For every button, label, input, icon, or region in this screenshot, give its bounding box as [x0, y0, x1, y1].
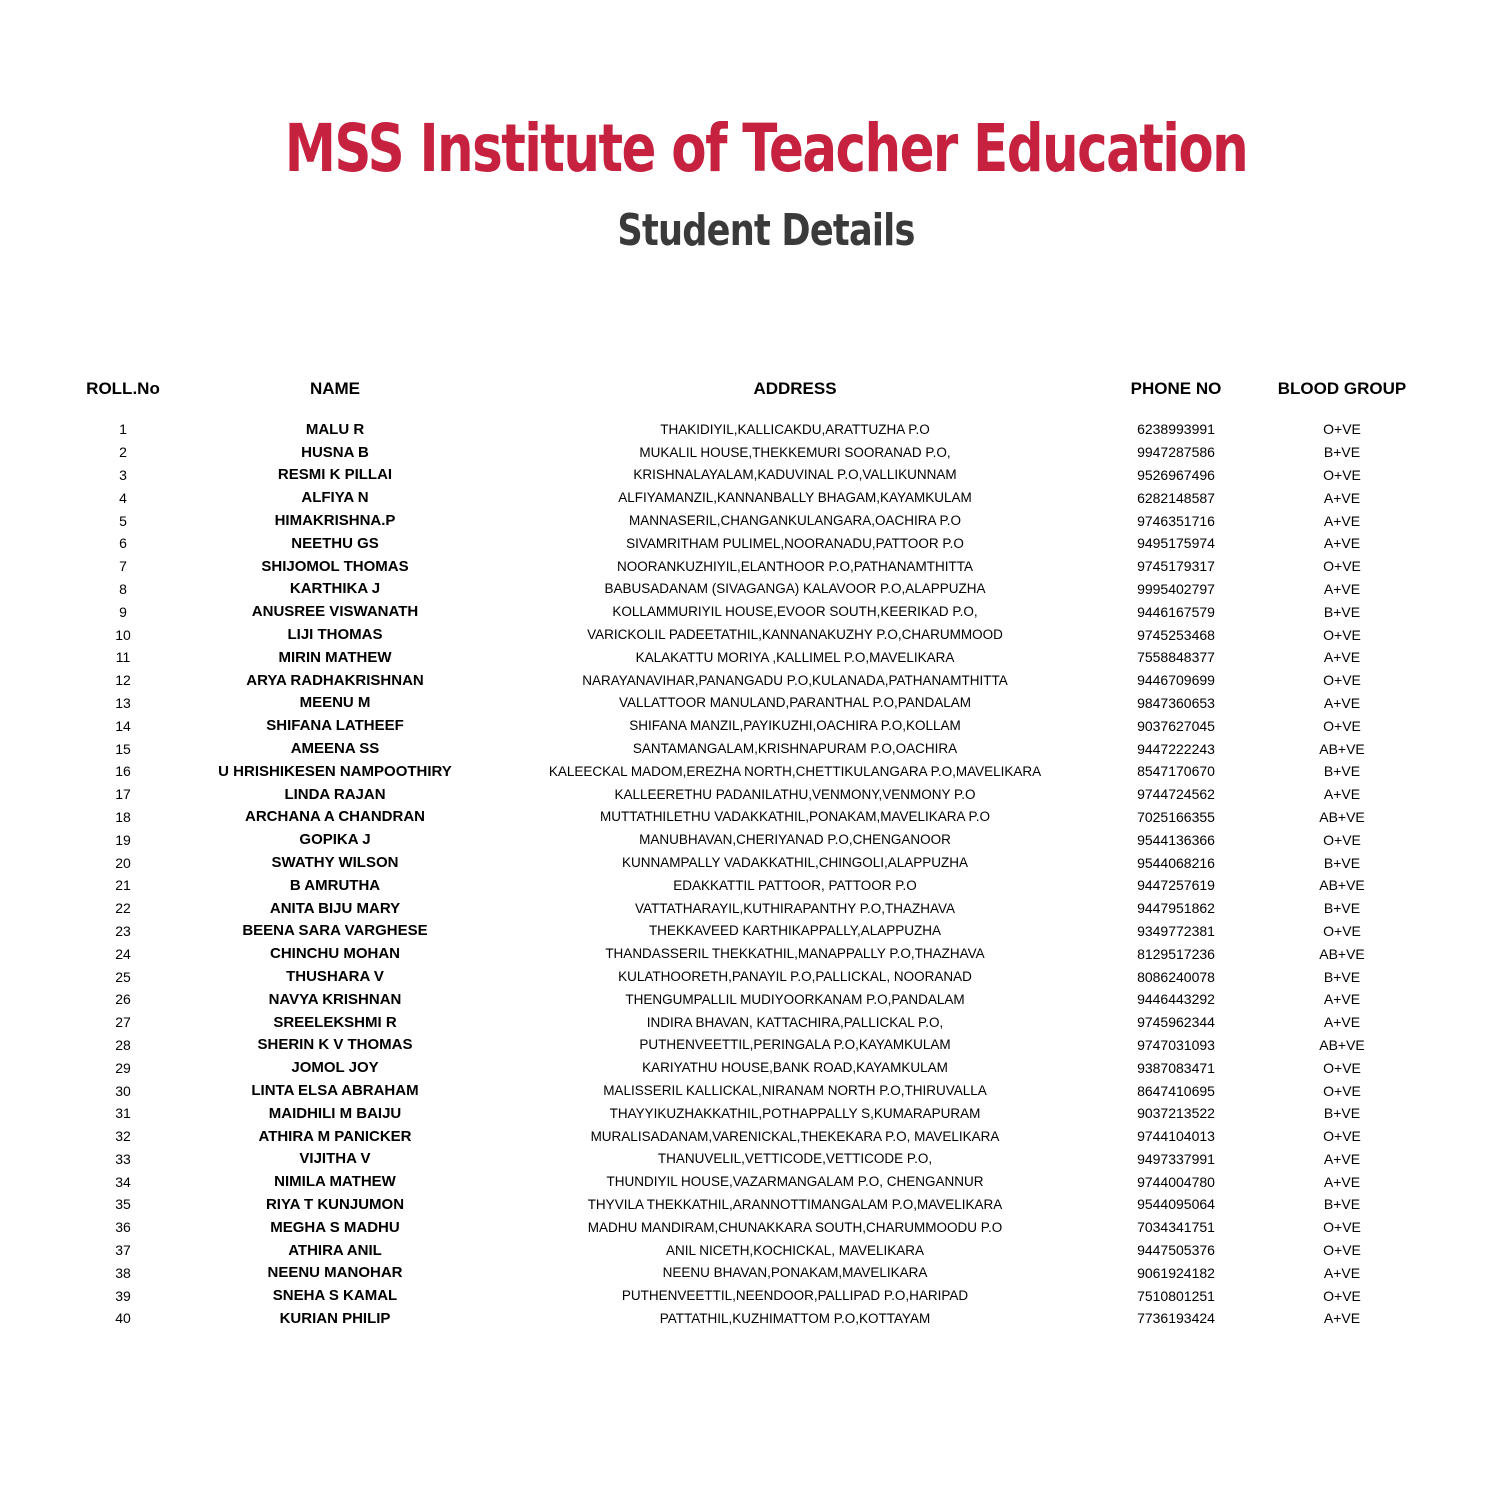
table-row — [80, 600, 1418, 623]
address-cell: MANNASERIL,CHANGANKULANGARA,OACHIRA P.O — [628, 513, 962, 529]
blood-group-cell: B+VE — [1323, 900, 1361, 917]
table-row — [80, 486, 1418, 509]
name-cell: B AMRUTHA — [289, 876, 381, 894]
phone-cell: 7034341751 — [1137, 1219, 1215, 1236]
blood-group-cell: O+VE — [1323, 421, 1361, 438]
blood-group-cell: A+VE — [1323, 1014, 1361, 1031]
table-body — [80, 418, 1418, 1330]
phone-cell: 9947287586 — [1137, 444, 1215, 461]
phone-cell: 9349772381 — [1137, 922, 1215, 939]
table-row — [80, 1284, 1418, 1307]
name-cell: NEENU MANOHAR — [267, 1264, 403, 1282]
blood-group-cell: B+VE — [1323, 1105, 1361, 1122]
blood-group-cell: A+VE — [1323, 786, 1361, 803]
address-cell: SIVAMRITHAM PULIMEL,NOORANADU,PATTOOR P.O — [626, 535, 964, 551]
table-row — [80, 1125, 1418, 1148]
blood-group-cell: O+VE — [1323, 1242, 1361, 1259]
name-cell: NEETHU GS — [291, 534, 379, 552]
phone-cell: 9446709699 — [1137, 672, 1215, 689]
name-cell: BEENA SARA VARGHESE — [242, 922, 428, 940]
phone-cell: 9447951862 — [1137, 900, 1215, 917]
address-cell: NARAYANAVIHAR,PANANGADU P.O,KULANADA,PATHANAMTHITTA — [582, 672, 1008, 688]
name-cell: ATHIRA ANIL — [288, 1241, 382, 1259]
blood-group-cell: A+VE — [1323, 1310, 1361, 1327]
roll-cell: 38 — [115, 1264, 131, 1281]
roll-cell: 20 — [115, 854, 131, 871]
address-cell: VARICKOLIL PADEETATHIL,KANNANAKUZHY P.O,CHARUMMOOD — [587, 627, 1003, 643]
name-cell: NIMILA MATHEW — [274, 1173, 396, 1191]
address-cell: THEKKAVEED KARTHIKAPPALLY,ALAPPUZHA — [648, 923, 942, 939]
blood-group-cell: A+VE — [1323, 694, 1361, 711]
table-row — [80, 1148, 1418, 1171]
address-cell: MANUBHAVAN,CHERIYANAD P.O,CHENGANOOR — [639, 832, 951, 848]
roll-cell: 10 — [115, 626, 131, 643]
address-cell: ANIL NICETH,KOCHICKAL, MAVELIKARA — [665, 1242, 925, 1258]
roll-cell: 11 — [115, 649, 131, 666]
phone-cell: 9995402797 — [1137, 580, 1215, 597]
blood-group-cell: A+VE — [1323, 1150, 1361, 1167]
phone-cell: 9037213522 — [1137, 1105, 1215, 1122]
table-row — [80, 1216, 1418, 1239]
table-row — [80, 806, 1418, 829]
address-cell: MUKALIL HOUSE,THEKKEMURI SOORANAD P.O, — [639, 444, 951, 460]
address-cell: KULATHOORETH,PANAYIL P.O,PALLICKAL, NOORANAD — [618, 969, 972, 985]
address-cell: INDIRA BHAVAN, KATTACHIRA,PALLICKAL P.O, — [646, 1014, 944, 1030]
roll-cell: 40 — [115, 1310, 131, 1327]
name-cell: U HRISHIKESEN NAMPOOTHIRY — [218, 762, 452, 780]
name-cell: LIJI THOMAS — [287, 626, 383, 644]
table-row — [80, 1193, 1418, 1216]
page-title: MSS Institute of Teacher Education — [284, 110, 1248, 187]
blood-group-cell: O+VE — [1323, 717, 1361, 734]
address-cell: KRISHNALAYALAM,KADUVINAL P.O,VALLIKUNNAM — [633, 467, 957, 483]
phone-cell: 9495175974 — [1137, 535, 1215, 552]
address-cell: MURALISADANAM,VARENICKAL,THEKEKARA P.O, MAVELIKARA — [590, 1128, 1000, 1144]
roll-cell: 26 — [115, 991, 131, 1008]
table-row — [80, 1011, 1418, 1034]
table-row — [80, 965, 1418, 988]
name-cell: THUSHARA V — [286, 968, 384, 986]
table-row — [80, 1034, 1418, 1057]
phone-cell: 9745179317 — [1137, 558, 1215, 575]
phone-cell: 9744004780 — [1137, 1173, 1215, 1190]
blood-group-cell: O+VE — [1323, 672, 1361, 689]
address-cell: THENGUMPALLIL MUDIYOORKANAM P.O,PANDALAM — [625, 991, 965, 1007]
address-cell: PUTHENVEETTIL,PERINGALA P.O,KAYAMKULAM — [639, 1037, 951, 1053]
table-row — [80, 623, 1418, 646]
phone-cell: 9447505376 — [1137, 1242, 1215, 1259]
phone-cell: 9745253468 — [1137, 626, 1215, 643]
phone-cell: 9744724562 — [1137, 786, 1215, 803]
roll-cell: 1 — [119, 421, 127, 438]
address-cell: THUNDIYIL HOUSE,VAZARMANGALAM P.O, CHENGANNUR — [606, 1174, 984, 1190]
roll-cell: 17 — [115, 786, 131, 803]
name-cell: MEENU M — [299, 694, 371, 712]
roll-cell: 34 — [115, 1173, 131, 1190]
address-cell: EDAKKATTIL PATTOOR, PATTOOR P.O — [673, 877, 917, 893]
blood-group-cell: O+VE — [1323, 831, 1361, 848]
table-row — [80, 874, 1418, 897]
address-cell: NEENU BHAVAN,PONAKAM,MAVELIKARA — [662, 1265, 928, 1281]
phone-cell: 9446167579 — [1137, 603, 1215, 620]
phone-cell: 9446443292 — [1137, 991, 1215, 1008]
name-cell: ATHIRA M PANICKER — [258, 1127, 412, 1145]
blood-group-cell: O+VE — [1323, 922, 1361, 939]
phone-cell: 9544095064 — [1137, 1196, 1215, 1213]
phone-cell: 6282148587 — [1137, 489, 1215, 506]
name-cell: MEGHA S MADHU — [270, 1218, 400, 1236]
address-cell: KALLEERETHU PADANILATHU,VENMONY,VENMONY P.O — [614, 786, 976, 802]
phone-cell: 9037627045 — [1137, 717, 1215, 734]
name-cell: NAVYA KRISHNAN — [268, 990, 402, 1008]
blood-group-cell: A+VE — [1323, 489, 1361, 506]
student-table — [80, 372, 1418, 1330]
roll-cell: 35 — [115, 1196, 131, 1213]
roll-cell: 39 — [115, 1287, 131, 1304]
blood-group-cell: B+VE — [1323, 968, 1361, 985]
phone-cell: 9544068216 — [1137, 854, 1215, 871]
phone-cell: 9387083471 — [1137, 1059, 1215, 1076]
column-header-blood-group: BLOOD GROUP — [1277, 379, 1407, 398]
name-cell: SHIFANA LATHEEF — [266, 717, 404, 735]
name-cell: RESMI K PILLAI — [277, 466, 393, 484]
roll-cell: 31 — [115, 1105, 131, 1122]
address-cell: KOLLAMMURIYIL HOUSE,EVOOR SOUTH,KEERIKAD P.O, — [612, 604, 978, 620]
name-cell: JOMOL JOY — [291, 1059, 379, 1077]
roll-cell: 8 — [119, 580, 127, 597]
address-cell: KARIYATHU HOUSE,BANK ROAD,KAYAMKULAM — [642, 1060, 948, 1076]
phone-cell: 8086240078 — [1137, 968, 1215, 985]
address-cell: VALLATTOOR MANULAND,PARANTHAL P.O,PANDALAM — [618, 695, 972, 711]
blood-group-cell: AB+VE — [1319, 740, 1365, 757]
blood-group-cell: A+VE — [1323, 1173, 1361, 1190]
table-row — [80, 1307, 1418, 1330]
table-row — [80, 1239, 1418, 1262]
table-row — [80, 897, 1418, 920]
phone-cell: 9747031093 — [1137, 1036, 1215, 1053]
address-cell: THYVILA THEKKATHIL,ARANNOTTIMANGALAM P.O,MAVELIKARA — [587, 1196, 1003, 1212]
blood-group-cell: A+VE — [1323, 535, 1361, 552]
phone-cell: 9447222243 — [1137, 740, 1215, 757]
phone-cell: 9746351716 — [1137, 512, 1215, 529]
roll-cell: 24 — [115, 945, 131, 962]
blood-group-cell: AB+VE — [1319, 1036, 1365, 1053]
address-cell: THANDASSERIL THEKKATHIL,MANAPPALLY P.O,THAZHAVA — [605, 946, 985, 962]
roll-cell: 19 — [115, 831, 131, 848]
address-cell: PUTHENVEETTIL,NEENDOOR,PALLIPAD P.O,HARIPAD — [621, 1288, 969, 1304]
roll-cell: 5 — [119, 512, 127, 529]
name-cell: LINDA RAJAN — [284, 785, 386, 803]
table-row — [80, 464, 1418, 487]
roll-cell: 4 — [119, 489, 127, 506]
phone-cell: 8547170670 — [1137, 763, 1215, 780]
address-cell: MUTTATHILETHU VADAKKATHIL,PONAKAM,MAVELIKARA P.O — [599, 809, 991, 825]
address-cell: NOORANKUZHIYIL,ELANTHOOR P.O,PATHANAMTHITTA — [616, 558, 974, 574]
roll-cell: 30 — [115, 1082, 131, 1099]
phone-cell: 7558848377 — [1137, 649, 1215, 666]
table-row — [80, 441, 1418, 464]
roll-cell: 33 — [115, 1150, 131, 1167]
blood-group-cell: B+VE — [1323, 1196, 1361, 1213]
roll-cell: 13 — [115, 694, 131, 711]
name-cell: ALFIYA N — [301, 489, 369, 507]
name-cell: SHIJOMOL THOMAS — [261, 557, 409, 575]
roll-cell: 29 — [115, 1059, 131, 1076]
name-cell: VIJITHA V — [299, 1150, 371, 1168]
address-cell: SHIFANA MANZIL,PAYIKUZHI,OACHIRA P.O,KOLLAM — [629, 718, 961, 734]
table-row — [80, 1079, 1418, 1102]
roll-cell: 37 — [115, 1242, 131, 1259]
roll-cell: 28 — [115, 1036, 131, 1053]
phone-cell: 9847360653 — [1137, 694, 1215, 711]
blood-group-cell: B+VE — [1323, 763, 1361, 780]
name-cell: HIMAKRISHNA.P — [274, 512, 396, 530]
table-row — [80, 851, 1418, 874]
phone-cell: 9526967496 — [1137, 466, 1215, 483]
column-header-phone: PHONE NO — [1130, 379, 1222, 398]
roll-cell: 23 — [115, 922, 131, 939]
roll-cell: 12 — [115, 672, 131, 689]
table-row — [80, 418, 1418, 441]
blood-group-cell: AB+VE — [1319, 877, 1365, 894]
phone-cell: 6238993991 — [1137, 421, 1215, 438]
blood-group-cell: B+VE — [1323, 854, 1361, 871]
roll-cell: 25 — [115, 968, 131, 985]
name-cell: RIYA T KUNJUMON — [265, 1195, 405, 1213]
address-cell: THANUVELIL,VETTICODE,VETTICODE P.O, — [657, 1151, 933, 1167]
table-row — [80, 942, 1418, 965]
roll-cell: 18 — [115, 808, 131, 825]
blood-group-cell: O+VE — [1323, 1128, 1361, 1145]
blood-group-cell: A+VE — [1323, 991, 1361, 1008]
name-cell: KURIAN PHILIP — [279, 1309, 391, 1327]
roll-cell: 2 — [119, 444, 127, 461]
address-cell: THAYYIKUZHAKKATHIL,POTHAPPALLY S,KUMARAPURAM — [609, 1105, 981, 1121]
address-cell: KALEECKAL MADOM,EREZHA NORTH,CHETTIKULANGARA P.O,MAVELIKARA — [548, 763, 1042, 779]
address-cell: KUNNAMPALLY VADAKKATHIL,CHINGOLI,ALAPPUZHA — [621, 855, 969, 871]
blood-group-cell: B+VE — [1323, 603, 1361, 620]
name-cell: MAIDHILI M BAIJU — [268, 1104, 402, 1122]
phone-cell: 9061924182 — [1137, 1264, 1215, 1281]
table-row — [80, 1170, 1418, 1193]
name-cell: SWATHY WILSON — [271, 854, 399, 872]
name-cell: SREELEKSHMI R — [273, 1013, 397, 1031]
table-row — [80, 1102, 1418, 1125]
name-cell: MALU R — [305, 420, 365, 438]
phone-cell: 8647410695 — [1137, 1082, 1215, 1099]
roll-cell: 9 — [119, 603, 127, 620]
name-cell: GOPIKA J — [299, 831, 371, 849]
table-row — [80, 669, 1418, 692]
roll-cell: 6 — [119, 535, 127, 552]
blood-group-cell: A+VE — [1323, 1264, 1361, 1281]
phone-cell: 7736193424 — [1137, 1310, 1215, 1327]
phone-cell: 8129517236 — [1137, 945, 1215, 962]
address-cell: SANTAMANGALAM,KRISHNAPURAM P.O,OACHIRA — [632, 741, 958, 757]
blood-group-cell: O+VE — [1323, 466, 1361, 483]
name-cell: ARCHANA A CHANDRAN — [245, 808, 425, 826]
blood-group-cell: AB+VE — [1319, 945, 1365, 962]
table-row — [80, 1261, 1418, 1284]
name-cell: ANUSREE VISWANATH — [251, 603, 419, 621]
blood-group-cell: O+VE — [1323, 1219, 1361, 1236]
phone-cell: 9744104013 — [1137, 1128, 1215, 1145]
name-cell: SHERIN K V THOMAS — [257, 1036, 413, 1054]
address-cell: MADHU MANDIRAM,CHUNAKKARA SOUTH,CHARUMMOODU P.O — [587, 1219, 1003, 1235]
table-row — [80, 555, 1418, 578]
table-row — [80, 783, 1418, 806]
table-header-row — [80, 372, 1418, 418]
table-row — [80, 646, 1418, 669]
blood-group-cell: A+VE — [1323, 649, 1361, 666]
address-cell: BABUSADANAM (SIVAGANGA) KALAVOOR P.O,ALAPPUZHA — [604, 581, 986, 597]
table-row — [80, 760, 1418, 783]
roll-cell: 3 — [119, 466, 127, 483]
table-row — [80, 532, 1418, 555]
roll-cell: 27 — [115, 1014, 131, 1031]
name-cell: ARYA RADHAKRISHNAN — [246, 671, 424, 689]
blood-group-cell: A+VE — [1323, 512, 1361, 529]
name-cell: SNEHA S KAMAL — [272, 1287, 398, 1305]
column-header-name: NAME — [309, 379, 361, 398]
name-cell: MIRIN MATHEW — [278, 648, 392, 666]
table-row — [80, 988, 1418, 1011]
column-header-address: ADDRESS — [753, 379, 837, 398]
table-row — [80, 509, 1418, 532]
address-cell: PATTATHIL,KUZHIMATTOM P.O,KOTTAYAM — [659, 1310, 931, 1326]
table-row — [80, 920, 1418, 943]
table-row — [80, 737, 1418, 760]
roll-cell: 7 — [119, 558, 127, 575]
roll-cell: 32 — [115, 1128, 131, 1145]
address-cell: VATTATHARAYIL,KUTHIRAPANTHY P.O,THAZHAVA — [634, 900, 956, 916]
blood-group-cell: B+VE — [1323, 444, 1361, 461]
phone-cell: 7025166355 — [1137, 808, 1215, 825]
name-cell: ANITA BIJU MARY — [269, 899, 401, 917]
table-row — [80, 714, 1418, 737]
roll-cell: 22 — [115, 900, 131, 917]
table-row — [80, 1056, 1418, 1079]
address-cell: THAKIDIYIL,KALLICAKDU,ARATTUZHA P.O — [660, 421, 930, 437]
roll-cell: 15 — [115, 740, 131, 757]
blood-group-cell: O+VE — [1323, 1059, 1361, 1076]
table-row — [80, 692, 1418, 715]
roll-cell: 21 — [115, 877, 131, 894]
blood-group-cell: A+VE — [1323, 580, 1361, 597]
blood-group-cell: O+VE — [1323, 558, 1361, 575]
address-cell: ALFIYAMANZIL,KANNANBALLY BHAGAM,KAYAMKULAM — [618, 490, 972, 506]
name-cell: AMEENA SS — [290, 740, 380, 758]
table-row — [80, 828, 1418, 851]
roll-cell: 14 — [115, 717, 131, 734]
blood-group-cell: O+VE — [1323, 1287, 1361, 1304]
name-cell: CHINCHU MOHAN — [270, 945, 400, 963]
address-cell: KALAKATTU MORIYA ,KALLIMEL P.O,MAVELIKARA — [635, 649, 955, 665]
roll-cell: 16 — [115, 763, 131, 780]
phone-cell: 9544136366 — [1137, 831, 1215, 848]
name-cell: HUSNA B — [301, 443, 369, 461]
blood-group-cell: O+VE — [1323, 1082, 1361, 1099]
phone-cell: 9497337991 — [1137, 1150, 1215, 1167]
blood-group-cell: O+VE — [1323, 626, 1361, 643]
column-header-roll: ROLL.No — [86, 379, 160, 398]
address-cell: MALISSERIL KALLICKAL,NIRANAM NORTH P.O,THIRUVALLA — [603, 1083, 987, 1098]
phone-cell: 7510801251 — [1137, 1287, 1215, 1304]
table-row — [80, 578, 1418, 601]
name-cell: KARTHIKA J — [289, 580, 381, 598]
phone-cell: 9447257619 — [1137, 877, 1215, 894]
blood-group-cell: AB+VE — [1319, 808, 1365, 825]
page-subtitle: Student Details — [617, 205, 915, 256]
roll-cell: 36 — [115, 1219, 131, 1236]
name-cell: LINTA ELSA ABRAHAM — [251, 1082, 419, 1099]
phone-cell: 9745962344 — [1137, 1014, 1215, 1031]
